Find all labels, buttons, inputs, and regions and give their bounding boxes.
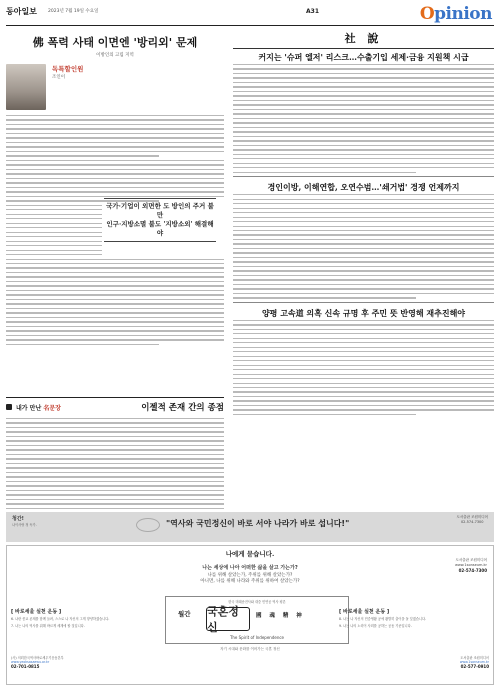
ad-ribbon-name: 도서출판 조원미디어 xyxy=(455,558,487,562)
opinion-section-title: Opinion xyxy=(419,4,492,24)
magazine-seal: 국혼정신 xyxy=(206,607,250,631)
editorial-headline-2: 경인이방, 이해연합, 오연수범…'쇄거법' 경쟁 언제까지 xyxy=(267,182,460,193)
column-kicker: 내가 만난 名문장 xyxy=(16,404,61,412)
campaign-title-right: [ 바로세울 실천 운동 ] xyxy=(339,609,390,615)
column-headline: 佛 폭력 사태 이면엔 '방리외' 문제 xyxy=(32,36,198,49)
editorial-body-1 xyxy=(233,64,494,173)
magazine-logo-block xyxy=(165,596,349,644)
literary-body xyxy=(6,418,224,527)
issue-date: 2023년 7월 19일 수요일 xyxy=(48,9,99,14)
campaign-box-right: [ 바로세울 실천 운동 ] 8. 나는 나 자신의 민중생활 공에 활발히 출이을 돌 잊겠습니다. 9. 나는 나의 노력이 사회를 공하는 공동 기준입니다. xyxy=(339,608,489,648)
editorial-headline-3: 양평 고속道 의혹 신속 규명 후 주민 뜻 반영해 재추진해야 xyxy=(261,307,466,318)
literary-headline: 이젤적 존재 간의 종점 xyxy=(141,403,224,413)
masthead xyxy=(6,4,494,26)
author-name: 독특할인원 xyxy=(52,65,84,73)
banner-ad-slogan: "역사와 국민정신이 바로 서야 나라가 바로 섭니다!" xyxy=(166,519,350,528)
ad-question-2: 나는 세상에 나아 어떠한 삶을 살고 가는가? xyxy=(202,565,298,571)
magazine-tagline: 한국 미래준전사와 대중 민연공 역사 평론 xyxy=(228,600,286,604)
campaign-box-left: [ 바로세울 실천 운동 ] 6. 나란 종교 존재를 함께 들려, 스스로 나 자신의 그게 향양하겠습니다. 7. 나는 나의 역사를 위해 바르게 세계에 할 것입니다. xyxy=(11,608,161,648)
author-role: 조인이 xyxy=(52,75,66,80)
column-dek: 이방인의 고립 지역 xyxy=(96,53,134,58)
editorial-body-3 xyxy=(233,320,494,415)
magazine-english-title: The Spirit of Independence xyxy=(229,635,285,640)
banner-ad-line: 나이사랑 정 독가. xyxy=(12,523,37,527)
magazine-title: 國 魂 精 神 xyxy=(256,613,305,619)
ad-question: 나에게 묻습니다. xyxy=(225,550,275,558)
org-right-url[interactable]: www.1sonseum.kr xyxy=(459,660,489,665)
magazine-monthly: 월간 xyxy=(178,610,191,618)
banner-ad xyxy=(6,512,494,542)
ad-ribbon-tel: 02-574-7300 xyxy=(458,568,487,573)
author-block xyxy=(6,64,224,110)
column-article xyxy=(6,30,224,348)
ad-question-4: 아니면, 나를 위해 나라와 주위를 위하여 살았는가? xyxy=(200,579,300,584)
author-photo xyxy=(6,64,46,110)
ad-ribbon-url: www.1sonseum.kr xyxy=(455,563,487,567)
org-right-tel: 02-577-0910 xyxy=(460,663,489,669)
campaign-title-left: [ 바로세울 실천 운동 ] xyxy=(11,609,62,615)
banner-ad-tel: 02-574-7300 xyxy=(460,520,484,524)
org-left-url[interactable]: www.yeoksasaewu.or.kr xyxy=(11,660,50,665)
banner-ad-title: 청간! xyxy=(12,516,24,522)
bullet-icon xyxy=(6,404,12,410)
editorial-headline-1: 커지는 '슈퍼 엘저' 리스크…수출기입 세제·금융 지원책 시급 xyxy=(258,52,469,62)
org-left: (사) 의회한국역사바로세우기운동본부 www.yeoksasaewu.or.kr 02-701-0815 xyxy=(11,656,161,669)
ad-question-3: 나를 위해 살았는가, 주위를 위해 살았는가? xyxy=(207,573,293,578)
page-number: A31 xyxy=(306,8,319,15)
editorial-body-2 xyxy=(233,194,494,298)
pull-quote: 국가·기업이 외면한 도 방인의 주거 불만 인구·지방소멸 불도 '지방소외' 해결해야 xyxy=(104,198,216,242)
ornament-icon xyxy=(136,518,160,532)
org-left-tel: 02-701-0815 xyxy=(11,663,40,669)
org-right: 도서출판 조원미디어 www.1sonseum.kr 02-577-0910 xyxy=(339,656,489,669)
magazine-ad xyxy=(6,545,494,685)
banner-ad-sponsor: 도서출판 조원미디어 xyxy=(456,515,488,519)
editorial-label: 社 說 xyxy=(233,30,494,49)
editorial-column xyxy=(233,30,494,418)
newspaper-logo: 동아일보 xyxy=(6,7,37,16)
ad-subtitle: 자기 시대와 문화를 이어가는 국혼 정신 xyxy=(220,647,280,651)
